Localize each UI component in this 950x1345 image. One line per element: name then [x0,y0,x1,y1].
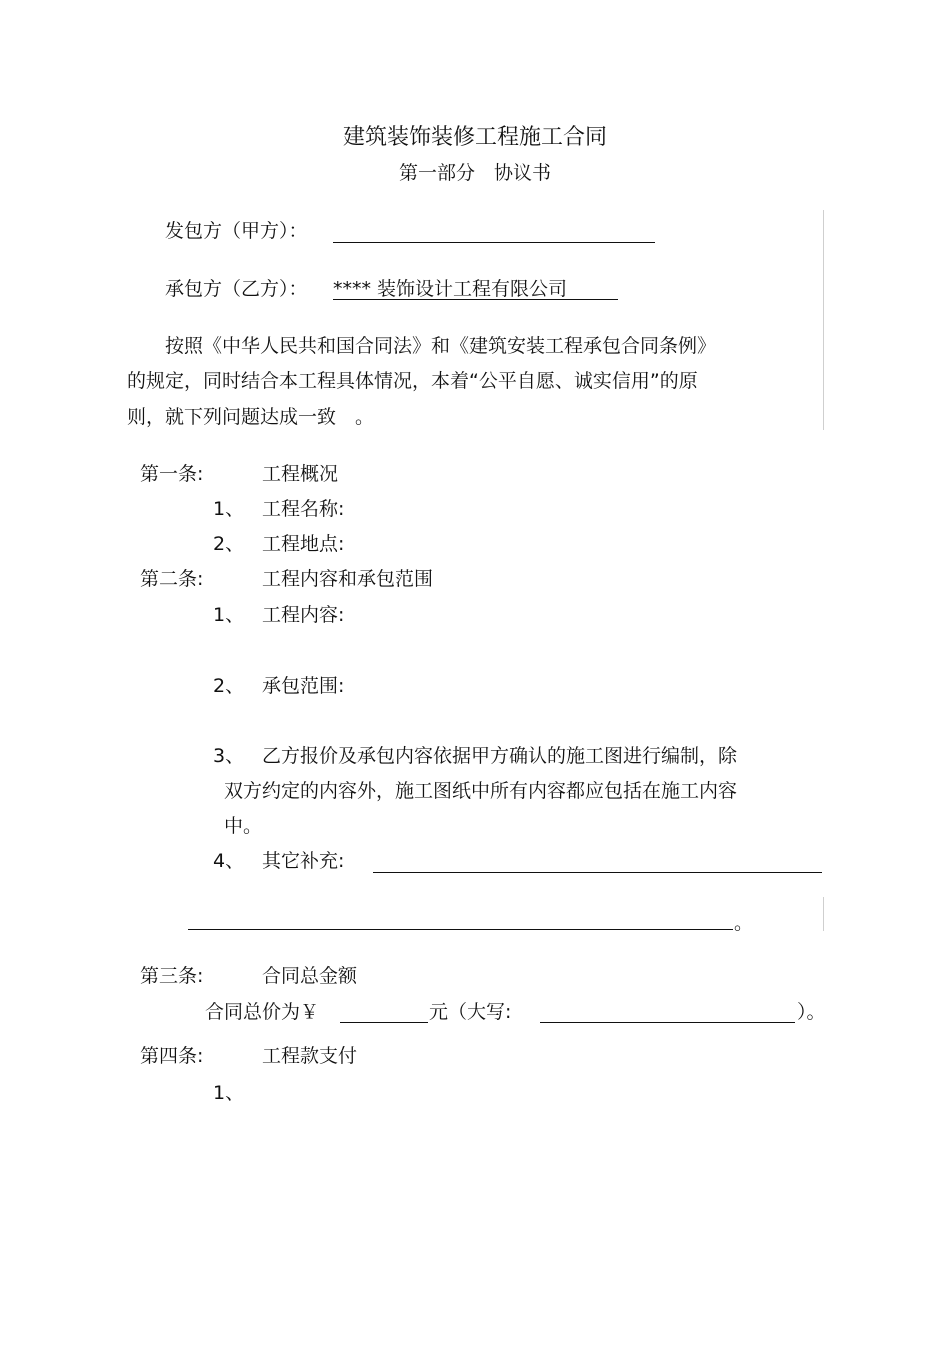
article-2-item-3-num: 3、 [213,745,245,767]
document-title: 建筑装饰装修工程施工合同 [342,125,607,150]
article-4-item-1-num: 1、 [213,1082,245,1104]
article-3-label: 第三条: [140,965,204,987]
article-1-item-2-text: 工程地点: [262,533,345,555]
preamble-line-3: 则，就下列问题达成一致 。 [127,406,375,428]
article-2-label: 第二条: [140,568,204,590]
party-a-blank[interactable] [333,242,655,243]
article-1-item-1-num: 1、 [213,498,245,520]
document-subtitle: 第一部分 协议书 [398,162,551,184]
article-2-item-3-line-3: 中。 [224,815,263,837]
article-1-item-1-text: 工程名称: [262,498,345,520]
price-capital-blank[interactable] [540,1022,795,1023]
article-2-item-4-text: 其它补充: [262,850,345,872]
article-2-item-3-line-2: 双方约定的内容外，施工图纸中所有内容都应包括在施工内容 [224,780,738,802]
margin-line-top [823,210,824,430]
other-supplement-end: 。 [734,912,754,934]
article-2-item-1-num: 1、 [213,604,245,626]
party-b-value: **** 装饰设计工程有限公司 [333,278,568,300]
article-2-title: 工程内容和承包范围 [262,568,434,590]
article-2-item-2-num: 2、 [213,675,245,697]
other-supplement-blank-1[interactable] [373,872,822,873]
article-4-label: 第四条: [140,1045,204,1067]
party-b-label: 承包方（乙方）： [165,278,308,300]
article-1-label: 第一条: [140,463,204,485]
article-2-item-2-text: 承包范围: [262,675,345,697]
price-label: 合同总价为￥ [205,1001,320,1023]
price-amount-blank[interactable] [340,1022,428,1023]
party-b-underline [333,299,618,300]
article-4-title: 工程款支付 [262,1045,358,1067]
preamble-line-2: 的规定，同时结合本工程具体情况，本着“公平自愿、诚实信用”的原 [127,370,698,392]
party-a-label: 发包方（甲方）： [165,220,308,242]
yuan-label: 元（大写: [429,1001,512,1023]
article-2-item-4-num: 4、 [213,850,245,872]
article-2-item-1-text: 工程内容: [262,604,345,626]
price-close: ）。 [797,1001,826,1023]
other-supplement-blank-2[interactable] [188,929,733,930]
margin-line-bottom [823,897,824,931]
preamble-line-1: 按照《中华人民共和国合同法》和《建筑安装工程承包合同条例》 [165,335,717,357]
article-1-title: 工程概况 [262,463,339,485]
article-1-item-2-num: 2、 [213,533,245,555]
article-3-title: 合同总金额 [262,965,358,987]
article-2-item-3-text: 乙方报价及承包内容依据甲方确认的施工图进行编制，除 [262,745,738,767]
